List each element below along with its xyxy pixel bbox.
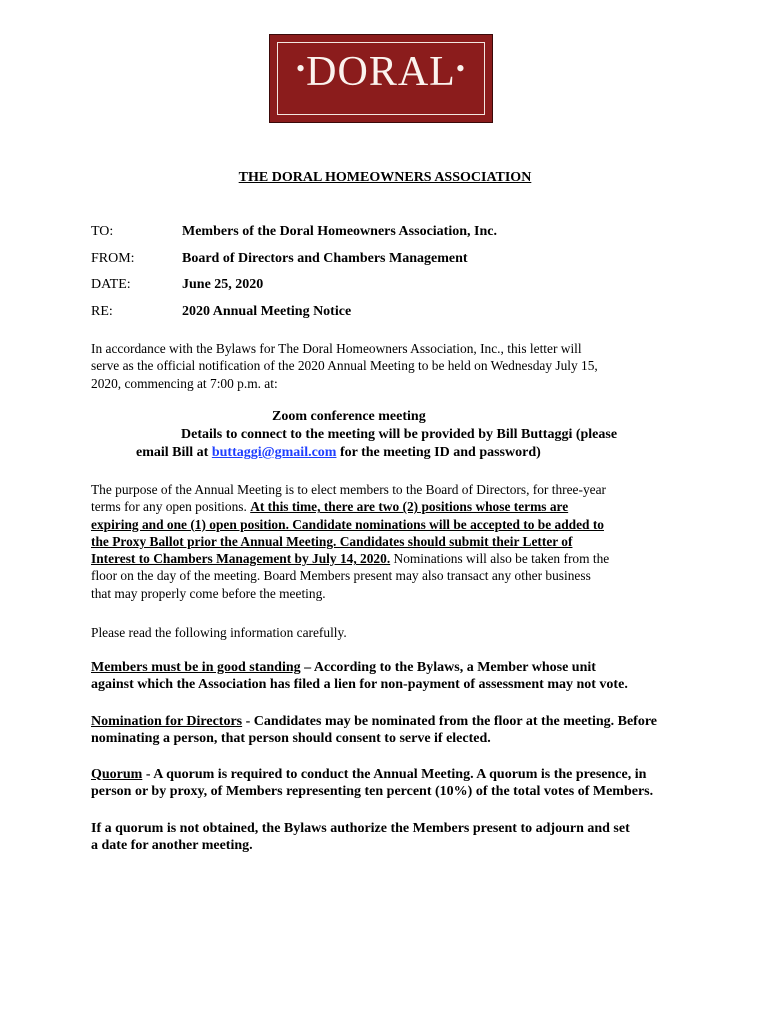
quorum-line xyxy=(91,766,681,783)
re-label: RE: xyxy=(91,304,113,319)
logo-dot-left: • xyxy=(296,54,307,83)
purpose-line: The purpose of the Annual Meeting is to elect members to the Board of Directors, for three-year xyxy=(91,482,606,497)
to-label: TO: xyxy=(91,224,114,239)
meeting-details-line: Details to connect to the meeting will be provided by Bill Buttaggi (please xyxy=(181,427,618,442)
quorum-text: - A quorum is required to conduct the Annual Meeting. A quorum is the presence, in xyxy=(142,767,647,782)
purpose-line: that may properly come before the meeting. xyxy=(91,585,326,601)
from-value: Board of Directors and Chambers Management xyxy=(182,251,468,266)
good-standing-text: – According to the Bylaws, a Member whose unit xyxy=(300,660,596,675)
date-value: June 25, 2020 xyxy=(182,277,264,292)
page-title: THE DORAL HOMEOWNERS ASSOCIATION xyxy=(238,170,532,185)
meeting-email-prefix: email Bill at xyxy=(136,445,212,460)
nomination-line xyxy=(91,713,681,730)
quorum-heading: Quorum xyxy=(91,767,143,782)
intro-line: 2020, commencing at 7:00 p.m. at: xyxy=(91,375,278,391)
re-value: 2020 Annual Meeting Notice xyxy=(182,304,352,319)
nomination-text: - Candidates may be nominated from the floor at the meeting. Before xyxy=(242,714,658,729)
purpose-paragraph xyxy=(91,481,681,602)
meeting-email-line xyxy=(136,445,541,461)
purpose-line xyxy=(91,550,681,567)
date-label: DATE: xyxy=(91,277,131,292)
good-standing-heading: Members must be in good standing xyxy=(91,660,301,675)
purpose-emphasis: the Proxy Ballot prior the Annual Meeting. Candidates should submit their Letter of xyxy=(91,533,573,549)
meeting-location: Zoom conference meeting xyxy=(272,409,426,424)
intro-paragraph xyxy=(91,340,681,392)
meeting-email-suffix: for the meeting ID and password) xyxy=(336,445,541,460)
intro-line: serve as the official notification of the 2020 Annual Meeting to be held on Wednesday July 15, xyxy=(91,358,598,374)
to-value: Members of the Doral Homeowners Association, Inc. xyxy=(182,224,497,239)
purpose-text: Nominations will also be taken from the xyxy=(390,551,610,567)
quorum-line: person or by proxy, of Members representing ten percent (10%) of the total votes of Members. xyxy=(91,784,654,800)
nomination-section xyxy=(91,713,681,748)
nomination-line: nominating a person, that person should consent to serve if elected. xyxy=(91,731,491,747)
good-standing-line: against which the Association has filed a lien for non-payment of assessment may not vote. xyxy=(91,677,628,693)
please-read-text: Please read the following information carefully. xyxy=(91,625,347,640)
good-standing-section xyxy=(91,659,681,694)
purpose-line: floor on the day of the meeting. Board Members present may also transact any other business xyxy=(91,568,591,584)
logo-text xyxy=(270,51,492,98)
adjourn-section xyxy=(91,820,681,855)
nomination-heading: Nomination for Directors xyxy=(91,714,243,729)
purpose-emphasis: expiring and one (1) open position. Candidate nominations will be accepted to be added to xyxy=(91,516,604,532)
doral-logo xyxy=(269,34,493,123)
adjourn-line: a date for another meeting. xyxy=(91,838,253,854)
email-link[interactable]: buttaggi@gmail.com xyxy=(211,445,337,460)
from-label: FROM: xyxy=(91,251,135,266)
good-standing-line xyxy=(91,659,681,676)
adjourn-line: If a quorum is not obtained, the Bylaws authorize the Members present to adjourn and set xyxy=(91,821,630,836)
intro-line: In accordance with the Bylaws for The Doral Homeowners Association, Inc., this letter will xyxy=(91,341,582,356)
logo-word: DORAL xyxy=(306,49,456,95)
quorum-section xyxy=(91,766,681,801)
purpose-line xyxy=(91,498,681,515)
logo-dot-right: • xyxy=(455,54,466,83)
purpose-text: terms for any open positions. xyxy=(91,499,251,515)
purpose-emphasis: Interest to Chambers Management by July 14, 2020. xyxy=(91,551,391,567)
purpose-emphasis: At this time, there are two (2) positions whose terms are xyxy=(250,499,569,515)
